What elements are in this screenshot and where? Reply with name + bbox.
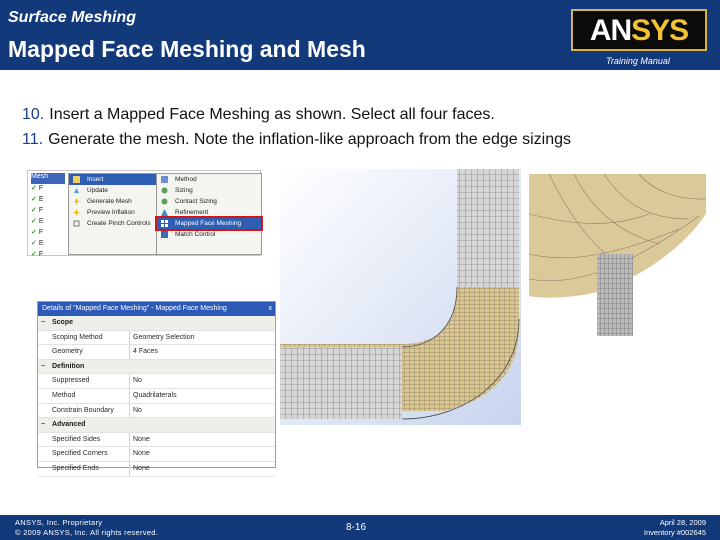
detail-row[interactable]: Constrain Boundary No <box>38 404 275 419</box>
tree-item[interactable]: ✓ F <box>31 229 44 236</box>
footer-copyright: ANSYS, Inc. Proprietary © 2009 ANSYS, Inc. All rights reserved. <box>15 518 159 537</box>
menu-item-create-pinch[interactable]: Create Pinch Controls <box>69 218 179 229</box>
step-text: Generate the mesh. Note the inflation-like approach from the edge sizings <box>48 131 572 148</box>
context-menu-screenshot <box>27 170 261 256</box>
group-scope[interactable]: − Scope <box>38 316 275 331</box>
logo-suffix: SYS <box>631 14 689 47</box>
menu-item-generate-mesh[interactable]: Generate Mesh <box>69 196 179 207</box>
match-icon <box>161 231 168 238</box>
menu-item-sizing[interactable]: Sizing <box>157 185 261 196</box>
step-11 <box>22 127 712 152</box>
group-advanced[interactable]: − Advanced <box>38 418 275 433</box>
detail-row[interactable]: Geometry 4 Faces <box>38 345 275 360</box>
section-subtitle: Surface Meshing <box>8 9 137 26</box>
instruction-list <box>22 102 712 152</box>
footer-band <box>0 515 720 540</box>
group-definition[interactable]: − Definition <box>38 360 275 375</box>
menu-item-refinement[interactable]: Refinement <box>157 207 261 218</box>
tree-item[interactable]: ✓ E <box>31 240 44 247</box>
step-number: 11. <box>22 131 44 148</box>
collapse-icon[interactable]: − <box>41 362 46 370</box>
sizing-icon <box>161 187 168 194</box>
slide-title: Mapped Face Meshing and Mesh <box>8 36 366 62</box>
detail-row[interactable]: Method Quadrilaterals <box>38 389 275 404</box>
tree-item[interactable]: ✓ E <box>31 218 44 225</box>
page-number: 8-16 <box>346 522 367 533</box>
tree-item[interactable]: ✓ F <box>31 207 44 214</box>
method-icon <box>161 176 168 183</box>
contact-sizing-icon <box>161 198 168 205</box>
menu-item-match-control[interactable]: Match Control <box>157 229 261 240</box>
training-manual-label: Training Manual <box>606 56 670 66</box>
menu-item-method[interactable]: Method <box>157 174 261 185</box>
detail-row[interactable]: Suppressed No <box>38 374 275 389</box>
footer-date-inventory: April 28, 2009 Inventory #002645 <box>643 518 706 537</box>
collapse-icon[interactable]: − <box>41 421 46 429</box>
menu-item-mapped-face-meshing[interactable]: Mapped Face Meshing <box>157 218 261 229</box>
step-number: 10. <box>22 106 45 123</box>
mesh-elbow-image <box>280 169 521 425</box>
details-title-bar <box>38 302 275 316</box>
collapse-icon[interactable]: − <box>41 319 46 326</box>
update-icon <box>73 187 80 194</box>
menu-item-preview-inflation[interactable]: Preview Inflation <box>69 207 179 218</box>
logo-prefix: AN <box>589 14 632 47</box>
detail-row[interactable]: Specified Sides None <box>38 433 275 448</box>
menu-item-update[interactable]: Update <box>69 185 179 196</box>
tree-item[interactable]: ✓ E <box>31 196 44 203</box>
tree-item-mesh[interactable]: Mesh <box>31 173 65 184</box>
detail-row[interactable]: Scoping Method Geometry Selection <box>38 331 275 346</box>
mapped-face-icon <box>161 220 168 227</box>
menu-item-insert[interactable]: Insert <box>69 174 179 185</box>
detail-row[interactable]: Specified Corners None <box>38 447 275 462</box>
details-panel <box>37 301 276 472</box>
tree-item[interactable]: ✓ F <box>31 251 44 258</box>
preview-inflation-icon <box>73 209 80 216</box>
pinch-icon <box>73 220 80 227</box>
header-band <box>0 0 720 70</box>
generate-mesh-icon <box>73 198 80 205</box>
ansys-logo <box>571 9 707 51</box>
step-text: Insert a Mapped Face Meshing as shown. Select all four faces. <box>49 106 495 123</box>
outline-tree <box>31 173 65 261</box>
mesh-detail-image <box>529 174 706 336</box>
refinement-icon <box>161 209 168 216</box>
close-icon[interactable]: x <box>268 305 272 312</box>
tree-item[interactable]: ✓ F <box>31 185 44 192</box>
detail-row[interactable]: Specified Ends None <box>38 462 275 477</box>
menu-item-contact-sizing[interactable]: Contact Sizing <box>157 196 261 207</box>
insert-icon <box>73 176 80 183</box>
details-title: Details of "Mapped Face Meshing" - Mapped Face Meshing <box>42 305 227 312</box>
insert-submenu <box>156 173 262 255</box>
step-10 <box>22 102 712 127</box>
